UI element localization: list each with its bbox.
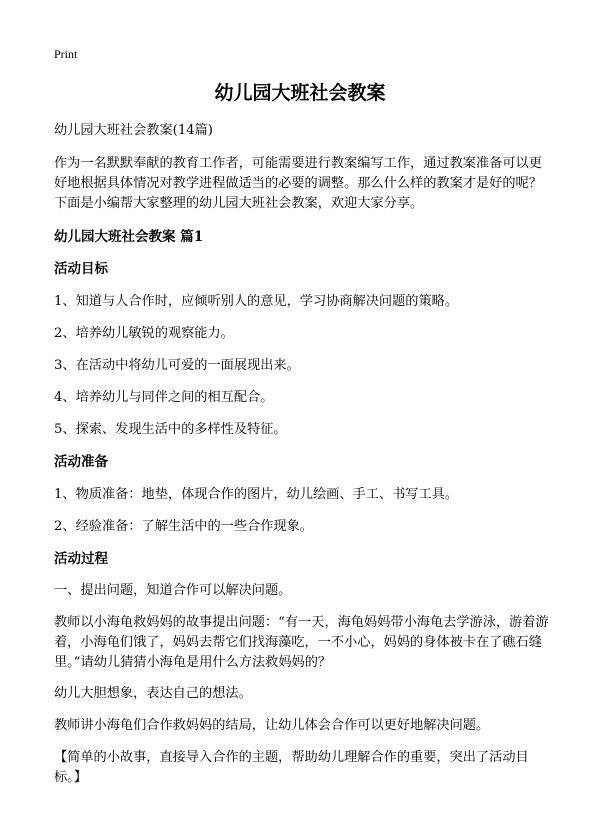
process-story-paragraph: 教师以小海龟救妈妈的故事提出问题：“有一天，海龟妈妈带小海龟去学游泳，游着游着，小海龟们饿了，妈妈去帮它们找海藻吃，一不小心，妈妈的身体被卡在了礁石缝里。”请幼儿猜猜小海龟是用什么方法救妈妈的？ xyxy=(54,615,549,670)
prep-item: 2、经验准备：了解生活中的一些合作现象。 xyxy=(54,519,313,534)
print-label: Print xyxy=(54,47,78,61)
prep-item: 1、物质准备：地垫，体现合作的图片，幼儿绘画、手工、书写工具。 xyxy=(54,487,459,502)
page-title: 幼儿园大班社会教案 xyxy=(214,82,386,104)
process-paragraph: 教师讲小海龟们合作救妈妈的结局，让幼儿体会合作可以更好地解决问题。 xyxy=(54,718,490,733)
process-heading: 活动过程 xyxy=(54,551,108,567)
goal-item: 2、培养幼儿敏锐的观察能力。 xyxy=(54,326,234,341)
section-title: 幼儿园大班社会教案 篇1 xyxy=(54,229,204,245)
prep-heading: 活动准备 xyxy=(54,454,108,470)
goals-heading: 活动目标 xyxy=(54,261,108,277)
process-note: 【简单的小故事，直接导入合作的主题，帮助幼儿理解合作的重要，突出了活动目标。】 xyxy=(54,750,529,785)
goal-item: 5、探索、发现生活中的多样性及特征。 xyxy=(54,422,287,437)
process-step: 一、提出问题，知道合作可以解决问题。 xyxy=(54,583,292,598)
goal-item: 1、知道与人合作时，应倾听别人的意见，学习协商解决问题的策略。 xyxy=(54,294,459,309)
document-body xyxy=(54,121,554,788)
subtitle: 幼儿园大班社会教案(14篇) xyxy=(54,123,213,138)
goal-item: 3、在活动中将幼儿可爱的一面展现出来。 xyxy=(54,358,300,373)
goal-item: 4、培养幼儿与同伴之间的相互配合。 xyxy=(54,390,274,405)
intro-paragraph: 作为一名默默奉献的教育工作者，可能需要进行教案编写工作，通过教案准备可以更好地根据具体情况对教学进程做适当的必要的调整。那么什么样的教案才是好的呢？下面是小编帮大家整理的幼儿园大班社会教案，欢迎大家分享。 xyxy=(54,156,542,211)
process-paragraph: 幼儿大胆想象，表达自己的想法。 xyxy=(54,686,252,701)
